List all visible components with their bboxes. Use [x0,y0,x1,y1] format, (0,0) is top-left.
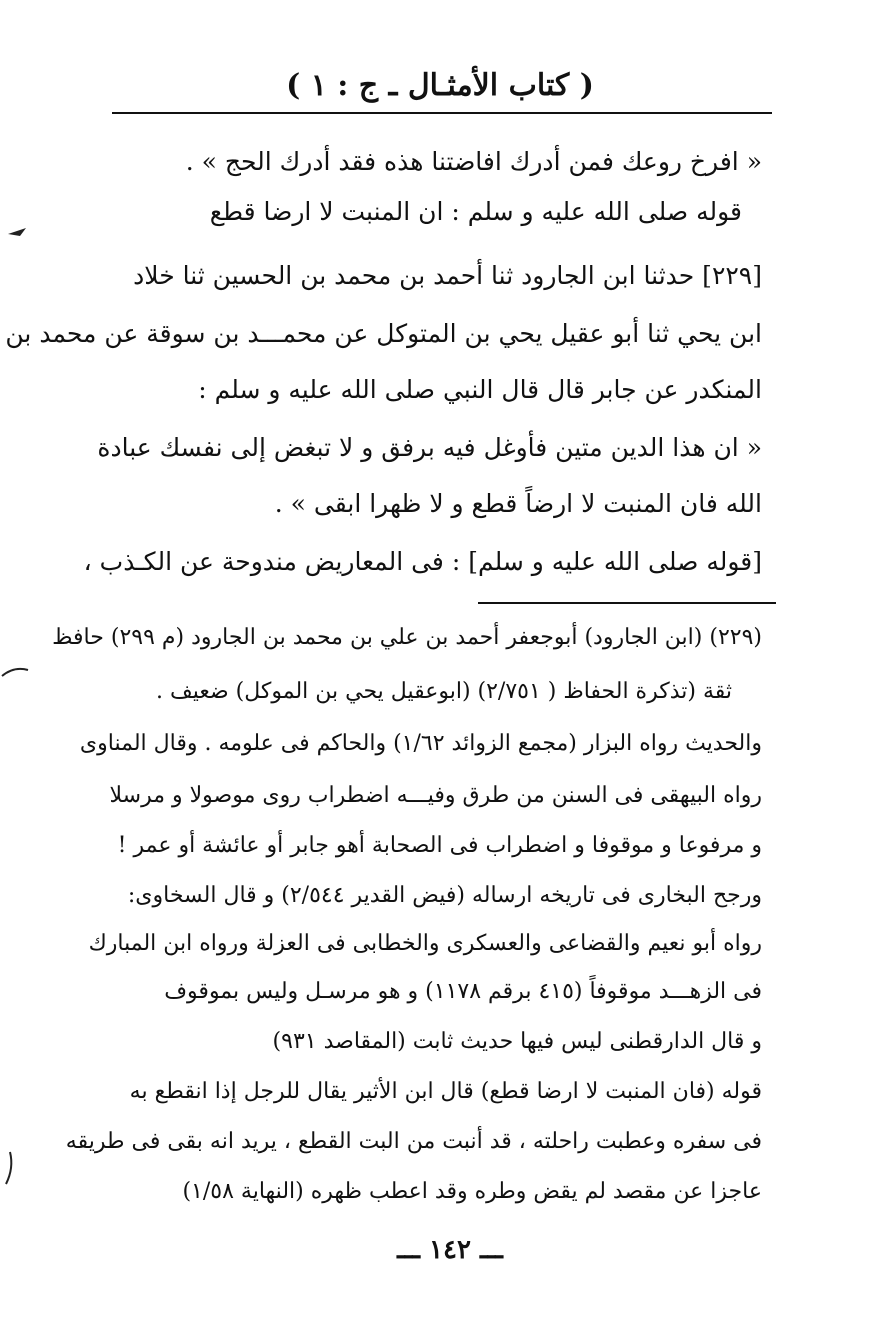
page-number: ـــ ١٤٢ ـــ [397,1235,503,1265]
note-line: و مرفوعا و موقوفا و اضطراب فى الصحابة أهو جابر أو عائشة أو عمر ! [117,833,762,858]
note-line: ورجح البخارى فى تاريخه ارساله (فيض القدير ٢/٥٤٤) و قال السخاوى: [127,883,762,908]
main-line: « افرخ روعك فمن أدرك افاضتنا هذه فقد أدرك الحج » . [185,147,762,176]
main-line: قوله صلى الله عليه و سلم : ان المنبت لا ارضا قطع [209,197,742,226]
note-line: فى سفره وعطبت راحلته ، قد أنبت من البت القطع ، يريد انه بقى فى طريقه [65,1129,762,1154]
note-line: رواه البيهقى فى السنن من طرق وفيـــه اضطراب روى موصولا و مرسلا [109,783,762,808]
main-line: [٢٢٩] حدثنا ابن الجارود ثنا أحمد بن محمد بن الحسين ثنا خلاد [133,261,762,290]
main-line: [قوله صلى الله عليه و سلم] : فى المعاريض مندوحة عن الكـذب ، [83,547,762,576]
margin-mark-icon [0,664,30,682]
main-line: ابن يحي ثنا أبو عقيل يحي بن المتوكل عن محمـــد بن سوقة عن محمد بن [5,319,762,348]
margin-mark-icon [2,1150,18,1186]
note-line: قوله (فان المنبت لا ارضا قطع) قال ابن الأثير يقال للرجل إذا انقطع به [129,1079,762,1104]
note-line: (٢٢٩) (ابن الجارود) أبوجعفر أحمد بن علي بن محمد بن الجارود (م ٢٩٩) حافظ [52,625,762,650]
main-line: المنكدر عن جابر قال قال النبي صلى الله عليه و سلم : [198,375,762,404]
header-rule [112,112,772,114]
note-line: و قال الدارقطنى ليس فيها حديث ثابت (المقاصد ٩٣١) [272,1029,762,1054]
main-line: الله فان المنبت لا ارضاً قطع و لا ظهرا ابقى » . [274,489,762,518]
note-line: والحديث رواه البزار (مجمع الزوائد ١/٦٢) والحاكم فى علومه . وقال المناوى [79,731,762,756]
footnote-rule [478,602,776,604]
note-line: فى الزهـــد موقوفاً (٤١٥ برقم ١١٧٨) و هو مرسـل وليس بموقوف [164,979,762,1004]
main-line: « ان هذا الدين متين فأوغل فيه برفق و لا تبغض إلى نفسك عبادة [97,433,762,462]
margin-mark-icon [6,224,30,244]
running-header: ( كتاب الأمثـال ـ ج : ١ ) [286,68,594,103]
note-line: عاجزا عن مقصد لم يقض وطره وقد اعطب ظهره (النهاية ١/٥٨) [182,1179,762,1204]
note-line: ثقة (تذكرة الحفاظ ( ٢/٧٥١) (ابوعقيل يحي بن الموكل) ضعيف . [155,679,732,704]
note-line: رواه أبو نعيم والقضاعى والعسكرى والخطابى فى العزلة ورواه ابن المبارك [88,931,762,956]
